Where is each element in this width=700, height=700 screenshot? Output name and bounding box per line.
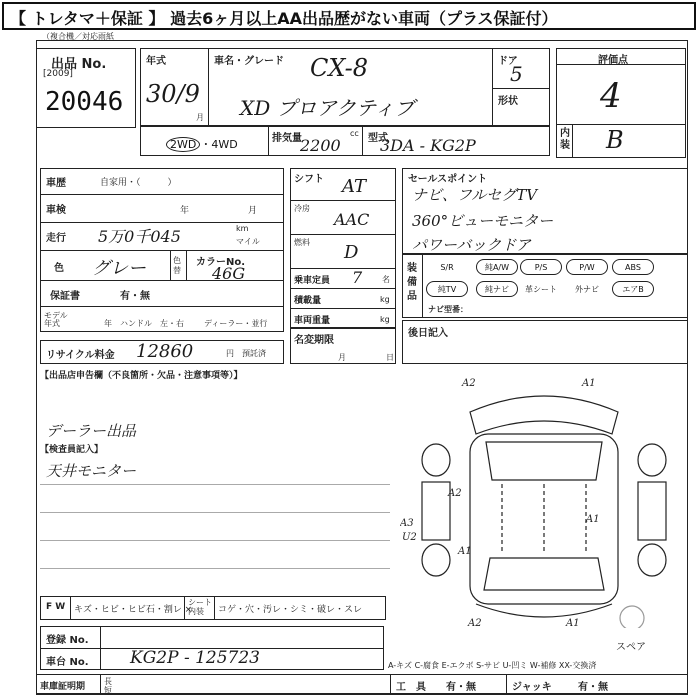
weight-label: 車両重量 xyxy=(294,316,331,326)
inspector-text: 天井モニター xyxy=(46,462,137,480)
sales-points-label: セールスポイント xyxy=(408,174,488,185)
equip-ps: P/S xyxy=(520,259,562,275)
equip-tv: 純TV xyxy=(426,281,468,297)
car-damage-diagram xyxy=(400,372,688,628)
tools-label: 工 具 xyxy=(396,682,426,693)
damage-mark-a1-front: A1 xyxy=(582,378,596,389)
aircon-value: AAC xyxy=(334,210,370,229)
displacement-label: 排気量 xyxy=(272,133,302,144)
cert-long: 長 xyxy=(104,677,112,686)
fw-items: キズ・ヒビ・ヒビ石・割レ × xyxy=(74,605,193,615)
inspection-month: 月 xyxy=(248,206,258,216)
fuel-value: D xyxy=(344,242,359,263)
spare-label: スペア xyxy=(616,642,646,653)
lot-box xyxy=(36,48,136,128)
seller-notes-text: デーラー出品 xyxy=(46,422,137,440)
history-label: 車歴 xyxy=(46,178,66,189)
capacity-label: 乗車定員 xyxy=(294,276,331,286)
recycle-label: リサイクル料金 xyxy=(46,350,115,361)
color-code-label: カラーNo. xyxy=(196,257,246,268)
recycle-unit: 円 預託済 xyxy=(226,349,266,358)
equip-airbag: エアB xyxy=(612,281,654,297)
color-label: 色 xyxy=(54,263,64,274)
displacement-value: 2200 xyxy=(300,136,341,155)
model-code-value: 3DA - KG2P xyxy=(380,136,476,155)
model-year-dealer: ディーラー・並行 xyxy=(204,319,268,328)
inspector-label: 【検査員記入】 xyxy=(40,445,104,455)
shape-label: 形状 xyxy=(498,96,518,107)
model-year-label: モデル年式 xyxy=(44,311,68,328)
year-label: 年式 xyxy=(146,56,166,67)
damage-mark-a2-rear: A2 xyxy=(468,618,482,628)
warranty-label: 保証書 xyxy=(50,291,80,302)
equip-pw: P/W xyxy=(566,259,608,275)
header-subtext: （複合機／対応雨紙 xyxy=(42,32,114,41)
damage-mark-a2-left: A2 xyxy=(448,488,462,499)
equip-abs: ABS xyxy=(612,259,654,275)
doors-value: 5 xyxy=(510,62,523,86)
warranty-value: 有・無 xyxy=(120,291,150,302)
evaluation-label: 評価点 xyxy=(598,55,628,66)
damage-mark-u2: U2 xyxy=(402,532,417,543)
color-code-value: 46G xyxy=(212,264,246,283)
jack-value: 有・無 xyxy=(578,682,608,693)
damage-mark-a1-right: A1 xyxy=(586,514,600,525)
doors-label: ドア xyxy=(498,56,518,67)
model-label: 車名・グレード xyxy=(214,56,284,67)
shift-value: AT xyxy=(342,176,367,197)
equip-sr: S/R xyxy=(440,263,454,272)
aircon-label: 冷房 xyxy=(294,204,310,213)
equipment-label: 装備品 xyxy=(407,263,417,302)
cert-label: 車庫証明期 xyxy=(40,682,86,692)
equip-leather: 革シート xyxy=(525,285,557,294)
year-month-suffix: 月 xyxy=(196,113,204,122)
sales-point-line-1: ナビ、フルセグTV xyxy=(412,186,538,204)
capacity-value: 7 xyxy=(352,268,363,287)
model-name: CX-8 xyxy=(310,54,368,82)
cert-short: 短 xyxy=(104,686,112,695)
weight-unit: kg xyxy=(380,315,390,324)
damage-mark-a1-rear: A1 xyxy=(566,618,580,628)
sales-point-line-2: 360°ビューモニター xyxy=(412,212,554,230)
header-banner-text: 【 トレタマ＋保証 】 過去6ヶ月以上AA出品歴がない車両（プラス保証付） xyxy=(10,9,558,28)
recycle-value: 12860 xyxy=(136,341,194,362)
model-code-label: 型式 xyxy=(368,133,388,144)
mileage-unit-mile: マイル xyxy=(236,237,260,246)
equip-ext-navi: 外ナビ xyxy=(575,285,599,294)
color-value: グレー xyxy=(92,258,146,279)
name-change-day: 日 xyxy=(386,353,394,362)
model-grade: XD プロアクティブ xyxy=(240,96,415,120)
sales-point-line-3: パワーバックドア xyxy=(412,236,531,254)
registration-label: 登録 No. xyxy=(46,635,89,646)
inspection-year: 年 xyxy=(180,206,190,216)
fuel-label: 燃料 xyxy=(294,238,310,247)
name-change-label: 名変期限 xyxy=(294,335,334,346)
drive-2wd: 2WD ・4WD xyxy=(166,136,238,152)
name-change-month: 月 xyxy=(338,353,346,362)
navi-model-label: ナビ型番： xyxy=(428,305,468,314)
shift-label: シフト xyxy=(294,174,324,185)
damage-mark-a2-front: A2 xyxy=(462,378,476,389)
jack-label: ジャッキ xyxy=(512,682,552,693)
history-value: 自家用・（ ） xyxy=(100,178,177,188)
damage-mark-a3: A3 xyxy=(400,518,414,529)
mileage-label: 走行 xyxy=(46,233,66,244)
mileage-value: 5万0千045 xyxy=(98,227,181,246)
fw-seat-items: コゲ・穴・汚レ・シミ・破レ・スレ xyxy=(218,605,363,615)
seller-notes-label: 【出品店申告欄（不良箇所・欠品・注意事項等）】 xyxy=(40,371,243,381)
capacity-unit: 名 xyxy=(382,275,390,284)
equip-navi: 純ナビ xyxy=(476,281,518,297)
model-year-year: 年 xyxy=(104,319,112,328)
chassis-value: KG2P - 125723 xyxy=(130,648,260,668)
equip-alloy-wheel: 純A/W xyxy=(476,259,518,275)
displacement-unit: cc xyxy=(350,129,359,138)
color-change-label: 色替 xyxy=(173,256,181,275)
tools-value: 有・無 xyxy=(446,682,476,693)
damage-mark-a1-mid: A1 xyxy=(458,546,472,557)
inspection-label: 車検 xyxy=(46,205,66,216)
evaluation-value: 4 xyxy=(600,76,622,116)
lot-year-tag: [2009] xyxy=(43,69,73,79)
fw-label: F W xyxy=(46,602,66,612)
mileage-unit-km: km xyxy=(236,224,249,233)
load-label: 積載量 xyxy=(294,296,322,306)
fw-seat-label: シート内装 xyxy=(188,598,212,616)
lot-label: 出品 No. xyxy=(51,57,107,72)
damage-legend: A-キズ C-腐食 E-エクボ S-サビ U-凹ミ W-補修 XX-交換済 xyxy=(388,661,597,670)
interior-value: B xyxy=(606,126,624,154)
lot-number: 20046 xyxy=(45,87,124,117)
header-banner xyxy=(2,2,696,30)
chassis-label: 車台 No. xyxy=(46,657,89,668)
interior-label: 内装 xyxy=(560,128,570,151)
load-unit: kg xyxy=(380,295,390,304)
post-entry-label: 後日記入 xyxy=(408,328,448,339)
year-value: 30/9 xyxy=(146,80,200,108)
model-year-handle: ハンドル 左・右 xyxy=(120,319,184,328)
